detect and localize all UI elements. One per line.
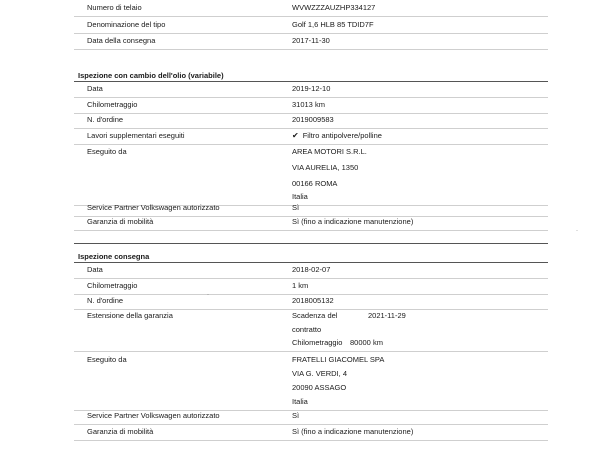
del-done-country: Italia bbox=[292, 397, 308, 406]
del-done-city: 20090 ASSAGO bbox=[292, 383, 347, 392]
del-km-label: Chilometraggio bbox=[87, 281, 138, 290]
del-done-street: VIA G. VERDI, 4 bbox=[292, 369, 348, 378]
type-row bbox=[74, 17, 548, 34]
oil-extra-row bbox=[74, 128, 548, 145]
oil-mobility-label: Garanzia di mobilità bbox=[87, 217, 154, 226]
oil-date-value: 2019-12-10 bbox=[292, 84, 331, 93]
oil-extra-value: Filtro antipolvere/polline bbox=[302, 131, 382, 140]
vin-row bbox=[74, 0, 548, 17]
del-mobility-value: Sì (fino a indicazione manutenzione) bbox=[292, 427, 414, 436]
del-warranty-expiry-value: 2021-11-29 bbox=[368, 311, 406, 320]
oil-extra-label: Lavori supplementari eseguiti bbox=[87, 131, 185, 140]
del-order-value: 2018005132 bbox=[292, 296, 334, 305]
oil-partner-value: Sì bbox=[292, 203, 300, 212]
oil-order-label: N. d'ordine bbox=[87, 115, 124, 124]
del-warranty-km-row bbox=[74, 335, 548, 352]
del-warranty-label: Estensione della garanzia bbox=[87, 311, 173, 320]
del-done-name: FRATELLI GIACOMEL SPA bbox=[292, 355, 385, 364]
del-date-label: Data bbox=[87, 265, 103, 274]
del-warranty-km-value: 80000 km bbox=[350, 338, 383, 347]
oil-done-city: 00166 ROMA bbox=[292, 179, 338, 188]
oil-service-title: Ispezione con cambio dell'olio (variabile) bbox=[78, 71, 224, 80]
oil-date-row bbox=[74, 81, 548, 98]
scan-speck: · bbox=[576, 228, 578, 234]
del-warranty-contract-label: contratto bbox=[292, 325, 322, 334]
vin-value: WVWZZZAUZHP334127 bbox=[292, 3, 376, 12]
del-partner-label: Service Partner Volkswagen autorizzato bbox=[87, 411, 220, 420]
del-date-value: 2018-02-07 bbox=[292, 265, 331, 274]
delivery-inspection-title: Ispezione consegna bbox=[78, 252, 150, 261]
vin-label: Numero di telaio bbox=[87, 3, 142, 12]
type-value: Golf 1,6 HLB 85 TDID7F bbox=[292, 20, 374, 29]
del-order-label: N. d'ordine bbox=[87, 296, 124, 305]
oil-km-value: 31013 km bbox=[292, 100, 325, 109]
type-label: Denominazione del tipo bbox=[87, 20, 166, 29]
oil-mobility-row bbox=[74, 214, 548, 231]
del-km-value: 1 km bbox=[292, 281, 309, 290]
delivery-date-label: Data della consegna bbox=[87, 36, 156, 45]
oil-done-name: AREA MOTORI S.R.L. bbox=[292, 147, 367, 156]
oil-done-country: Italia bbox=[292, 192, 308, 201]
oil-done-street-row bbox=[74, 160, 548, 176]
del-done-label: Eseguito da bbox=[87, 355, 127, 364]
oil-partner-label: Service Partner Volkswagen autorizzato bbox=[87, 203, 220, 212]
oil-mobility-value: Sì (fino a indicazione manutenzione) bbox=[292, 217, 414, 226]
del-partner-value: Sì bbox=[292, 411, 300, 420]
oil-done-street: VIA AURELIA, 1350 bbox=[292, 163, 359, 172]
del-warranty-expiry-label: Scadenza del bbox=[292, 311, 338, 320]
oil-order-row bbox=[74, 112, 548, 129]
del-partner-row bbox=[74, 408, 548, 425]
delivery-date-row bbox=[74, 33, 548, 50]
scan-speck: · bbox=[207, 292, 209, 298]
checkmark-icon: ✔ bbox=[292, 131, 299, 140]
delivery-date-value: 2017-11-30 bbox=[292, 36, 330, 45]
del-date-row bbox=[74, 262, 548, 279]
oil-done-label: Eseguito da bbox=[87, 147, 127, 156]
del-warranty-km-label: Chilometraggio bbox=[292, 338, 343, 347]
oil-done-row bbox=[74, 144, 548, 160]
oil-order-value: 2019009583 bbox=[292, 115, 334, 124]
del-mobility-label: Garanzia di mobilità bbox=[87, 427, 154, 436]
oil-date-label: Data bbox=[87, 84, 103, 93]
oil-km-label: Chilometraggio bbox=[87, 100, 138, 109]
del-mobility-row bbox=[74, 424, 548, 441]
oil-extra-value-wrap bbox=[292, 128, 382, 144]
delivery-top-rule bbox=[74, 243, 548, 244]
